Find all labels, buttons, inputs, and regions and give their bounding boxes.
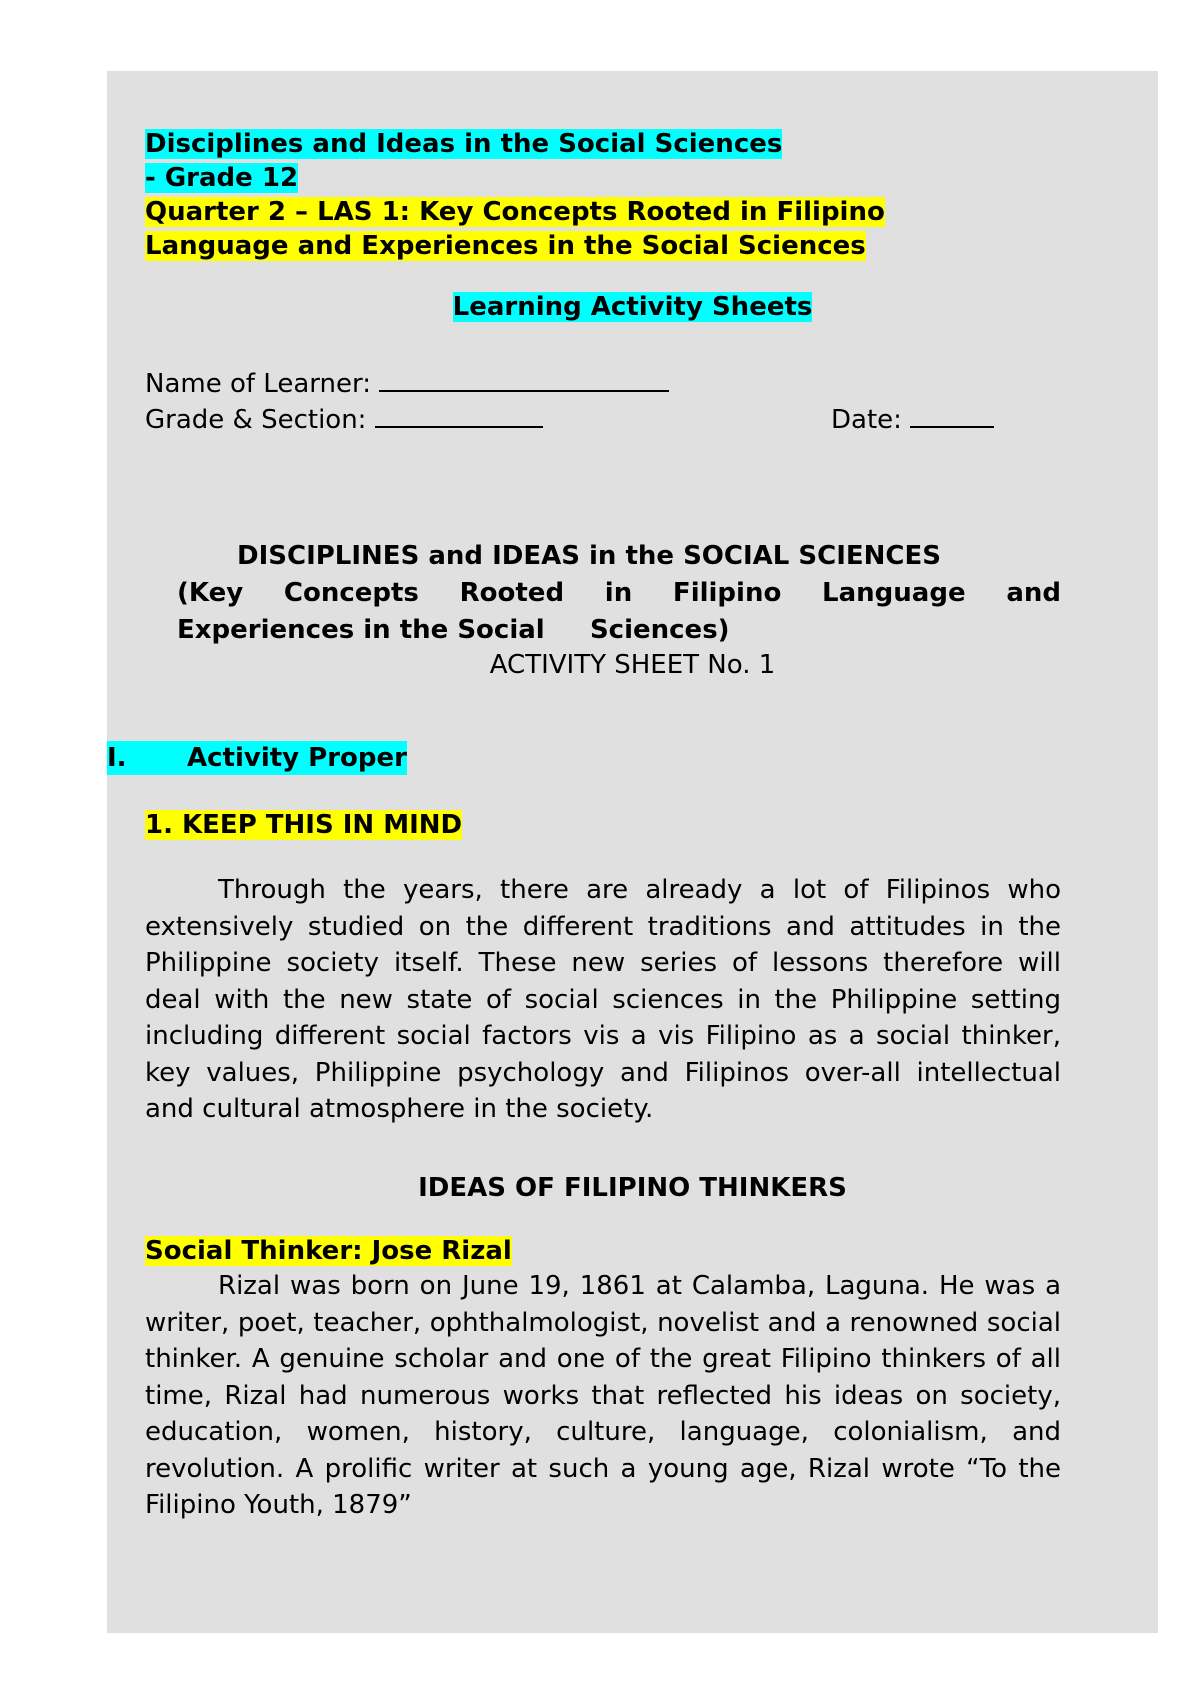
document-title-block <box>145 127 1061 263</box>
keep-in-mind-title: 1. KEEP THIS IN MIND <box>145 810 463 840</box>
grade-level: - Grade 12 <box>145 163 299 193</box>
rizal-paragraph <box>145 1268 1061 1524</box>
date-field <box>831 402 994 437</box>
section-numeral: I. <box>107 743 127 773</box>
keep-in-mind-paragraph <box>145 872 1061 1128</box>
section-title: Activity Proper <box>187 743 407 773</box>
keep-in-mind-text: Through the years, there are already a lot of Filipinos who extensively studied on the different traditions and attitudes in the Philippine society itself. These new series of lessons therefore will deal with the new state of social sciences in the Philippine setting including different social factors vis a vis Filipino as a social thinker, key values, Philippine psychology and Filipinos over-all intellectual and cultural atmosphere in the society. <box>145 875 1061 1124</box>
activity-sheet-heading <box>177 538 1061 649</box>
sheet-heading-line1: DISCIPLINES and IDEAS in the SOCIAL SCIENCES <box>237 541 941 571</box>
sheet-heading-line2: (Key Concepts Rooted in Filipino Language and <box>177 578 1061 608</box>
subject-title: Disciplines and Ideas in the Social Sciences <box>145 129 783 159</box>
las-title-row <box>107 290 1158 324</box>
sheet-heading-line3: Experiences in the Social Sciences) <box>177 615 730 645</box>
date-label: Date: <box>831 405 911 435</box>
document-page <box>107 71 1158 1633</box>
learning-activity-sheets-title: Learning Activity Sheets <box>452 292 813 322</box>
rizal-text: Rizal was born on June 19, 1861 at Calamba, Laguna. He was a writer, poet, teacher, ophthalmologist, novelist and a renowned social thinker. A genuine scholar and one of the great Filipino thinkers of all time, Rizal had numerous works that reflected his ideas on society, education, women, history, culture, language, colonialism, and revolution. A prolific writer at such a young age, Rizal wrote “To the Filipino Youth, 1879” <box>145 1271 1061 1520</box>
learner-name-row <box>145 366 669 401</box>
section-heading <box>107 741 407 775</box>
keep-in-mind-heading <box>145 808 462 842</box>
quarter-title-line2: Language and Experiences in the Social Sciences <box>145 231 866 261</box>
section-heading-highlight <box>107 741 407 775</box>
grade-section-row <box>145 402 1061 437</box>
quarter-title-line1: Quarter 2 – LAS 1: Key Concepts Rooted in Filipino <box>145 197 885 227</box>
activity-sheet-number: ACTIVITY SHEET No. 1 <box>489 650 776 680</box>
date-blank[interactable] <box>910 402 994 428</box>
ideas-heading: IDEAS OF FILIPINO THINKERS <box>418 1173 847 1203</box>
grade-section-label: Grade & Section: <box>145 405 375 435</box>
thinker-title: Social Thinker: Jose Rizal <box>145 1236 512 1266</box>
learner-name-blank[interactable] <box>379 366 669 392</box>
learner-name-label: Name of Learner: <box>145 369 380 399</box>
grade-section-blank[interactable] <box>375 402 543 428</box>
thinker-heading <box>145 1234 512 1268</box>
